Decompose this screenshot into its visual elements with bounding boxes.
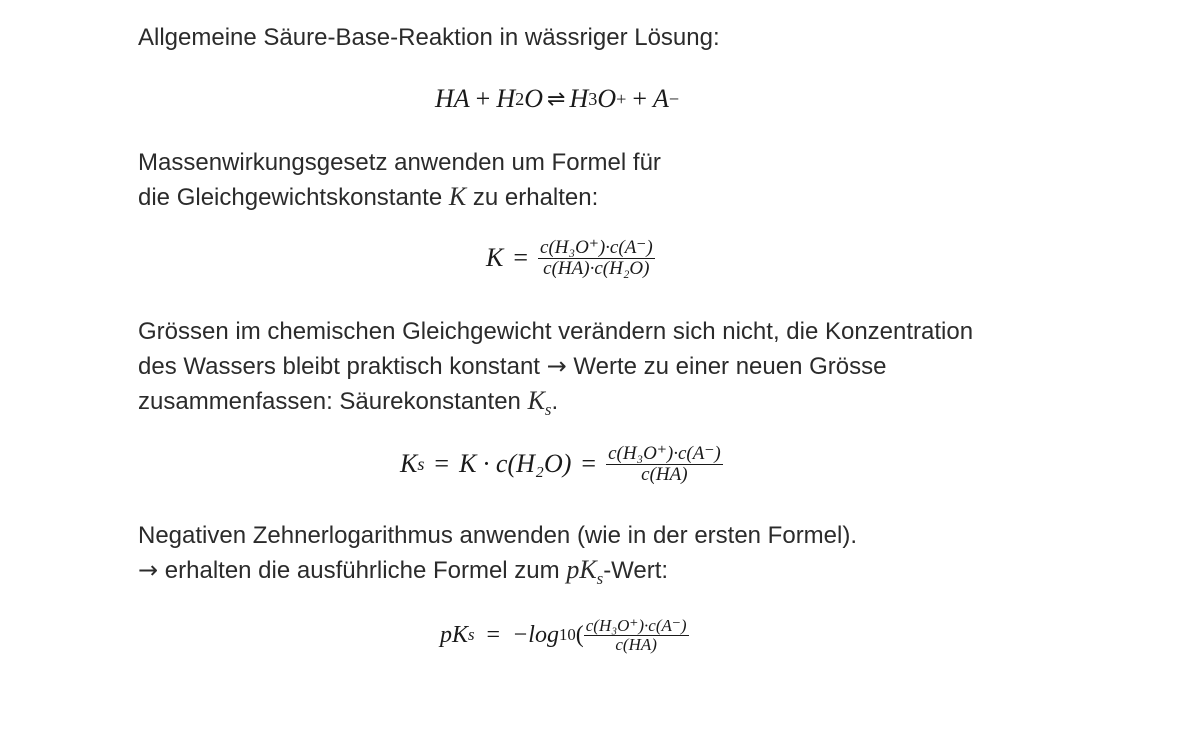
eq-pks-log: −log [512,621,559,648]
reaction-equation: HA + H 2 O ⇌ H 3 O + + A − [435,84,680,113]
eq-ks-numerator: c(H₃O⁺)·c(A⁻) [608,443,721,464]
eq-k-equals: = [513,243,529,273]
eq-pks-equals: = [486,621,501,648]
eq-pks-paren: ( [575,621,584,648]
eq-reaction-ha: HA [435,84,470,113]
eq-k-lhs: K [486,243,504,273]
eq-reaction-o3: O [597,84,617,113]
eq-ks-equals-2: = [581,449,597,479]
eq-pks-fraction [584,617,689,654]
right-arrow-icon: → [138,556,159,584]
intro-text [138,21,720,55]
mwg-text-line-1: Massenwirkungsgesetz anwenden um Formel für [138,149,661,176]
mwg-text-line-2-end: zu erhalten: [472,184,599,211]
eq-k-denominator: c(HA)·c(H₂O) [543,257,650,279]
ks-text [138,315,973,419]
eq-ks-middle: K · c(H₂O) [459,449,572,479]
eq-reaction-h: H [496,84,516,113]
intro-text-line: Allgemeine Säure-Base-Reaktion in wässriger Lösung: [138,24,720,51]
eq-ks-lhs: K [400,449,418,479]
pks-text-line-2-end: -Wert: [603,557,669,584]
ks-equation: K s = K · c(H₂O) = $\frac{\text{c(H₃O⁺)·c(A⁻)}}{c(HA)}$ [400,443,721,485]
eq-reaction-h3: H [569,84,589,113]
eq-ks-denominator: c(HA) [641,463,688,485]
eq-pks-lhs: pK [440,621,469,648]
pks-text [138,519,857,588]
eq-k-numerator: c(H₃O⁺)·c(A⁻) [540,237,653,258]
pks-equation: pK s = −log 10 ( $\frac{\text{c(H₃O⁺)·c(A⁻)}}{c(HA)}$ [440,616,687,654]
right-arrow-icon: → [546,352,567,380]
ks-text-line-3: zusammenfassen: Säurekonstanten [138,388,521,415]
eq-pks-denominator: c(HA) [615,634,657,654]
pks-var-sub: s [596,568,604,588]
ks-text-line-2-end: Werte zu einer neuen Grösse [573,353,887,380]
eq-reaction-plus: + [475,84,491,113]
ks-var-sub: s [544,399,552,419]
eq-k-fraction [538,238,655,279]
mwg-text-line-2: die Gleichgewichtskonstante [138,184,443,211]
eq-ks-equals-1: = [434,449,450,479]
eq-reaction-plus-2: + [632,84,648,113]
ks-text-line-1: Grössen im chemischen Gleichgewicht verändern sich nicht, die Konzentration [138,318,974,345]
k-equation [486,238,655,279]
ks-var-k: K [527,386,545,415]
ks-text-line-2: des Wassers bleibt praktisch konstant [138,353,540,380]
pks-text-line-2: erhalten die ausführliche Formel zum [164,557,560,584]
pks-var-pk: pK [566,555,597,584]
mwg-text [138,146,661,215]
mwg-var-k: K [448,182,467,211]
eq-reaction-o: O [524,84,543,113]
ks-text-period: . [551,388,559,415]
equilibrium-arrow: ⇌ [547,86,566,112]
eq-ks-fraction [606,444,723,485]
eq-pks-numerator: c(H₃O⁺)·c(A⁻) [585,616,687,635]
eq-reaction-a: A [653,84,669,113]
pks-text-line-1: Negativen Zehnerlogarithmus anwenden (wie in der ersten Formel). [138,522,858,549]
